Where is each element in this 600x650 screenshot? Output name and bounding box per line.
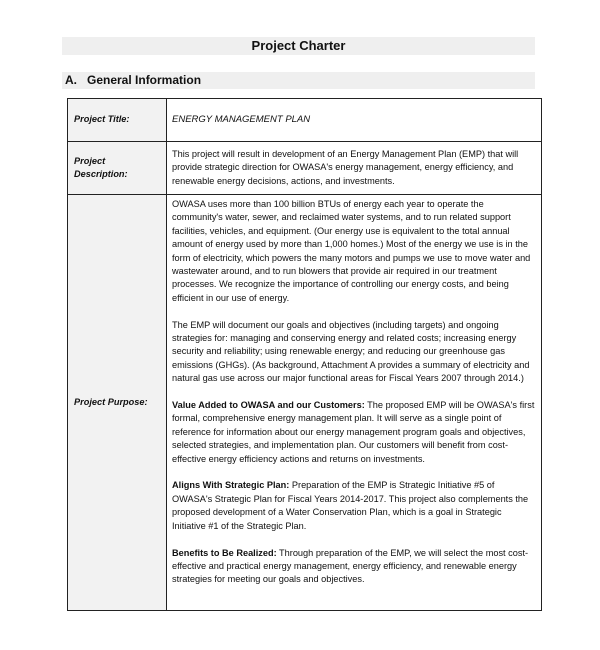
purpose-paragraph [172,198,536,305]
section-heading [62,72,535,89]
project-description-label-line1: Project [74,155,106,166]
purpose-paragraph-text: Through preparation of the EMP, we will select the most cost-effective and practical energy management, energy efficiency, and renewable energy strategies for meeting our goals and objectives. [172,547,529,585]
project-purpose-value [167,195,542,611]
project-description-value: This project will result in development of an Energy Management Plan (EMP) that will provide strategic direction for OWASA's energy management, energy efficiency, and renewable energy decisions, actions, and investments. [167,142,542,195]
purpose-paragraph-text: OWASA uses more than 100 billion BTUs of energy each year to operate the community's water, sewer, and reclaimed water systems, and to run related support facilities, vehicles, and equipment. (Our energy use is equivalent to the total annual amount of energy used by more than 1,000 homes.) Most of the energy we use is in the form of electricity, which powers the many motors and pumps we use to move water and wastewater around, and to run blowers that provide air required in our treatment processes. We recognize the importance of controlling our energy costs, and being efficient in our use of energy. [172,199,531,303]
purpose-paragraph-text: Preparation of the EMP is Strategic Initiative #5 of OWASA's Strategic Plan for Fiscal Years 2014-2017. This project also complements the proposed development of a Water Conservation Plan, which is a goal in Strategic Initiative #1 of the Strategic Plan. [172,480,529,531]
purpose-paragraph-text: The proposed EMP will be OWASA's first formal, comprehensive energy management plan. It will serve as a single point of reference for information about our energy management program goals and objectives, selected strategies, and implementation plan. Our customers will benefit from cost-effective energy efficiency actions and returns on investments. [172,400,535,464]
page-title: Project Charter [62,37,535,55]
project-title-value: ENERGY MANAGEMENT PLAN [167,99,542,142]
section-title: General Information [87,73,202,87]
table-row [68,99,542,142]
project-purpose-label: Project Purpose: [68,195,167,611]
purpose-paragraph-lead: Benefits to Be Realized: [172,547,277,558]
purpose-paragraph-lead: Aligns With Strategic Plan: [172,480,290,491]
table-row [68,195,542,611]
project-description-label-line2: Description: [74,169,128,179]
purpose-paragraph-lead: Value Added to OWASA and our Customers: [172,400,365,411]
purpose-paragraph-text: The EMP will document our goals and objectives (including targets) and ongoing strategies for: managing and conserving energy and related costs; increasing energy security and reliability; using renewable energy; and reducing our greenhouse gas emissions (GHGs). (As background, Attachment A provides a summary of electricity and natural gas use across our major functional areas for Fiscal Years 2007 through 2014.) [172,319,530,384]
table-row [68,142,542,195]
project-title-label: Project Title: [68,99,167,142]
project-description-label [68,142,167,195]
purpose-paragraph [172,547,536,587]
purpose-paragraph [172,319,536,386]
purpose-paragraph [172,479,536,533]
charter-table [67,98,542,611]
purpose-paragraph [172,399,536,466]
section-number: A. [65,73,77,87]
